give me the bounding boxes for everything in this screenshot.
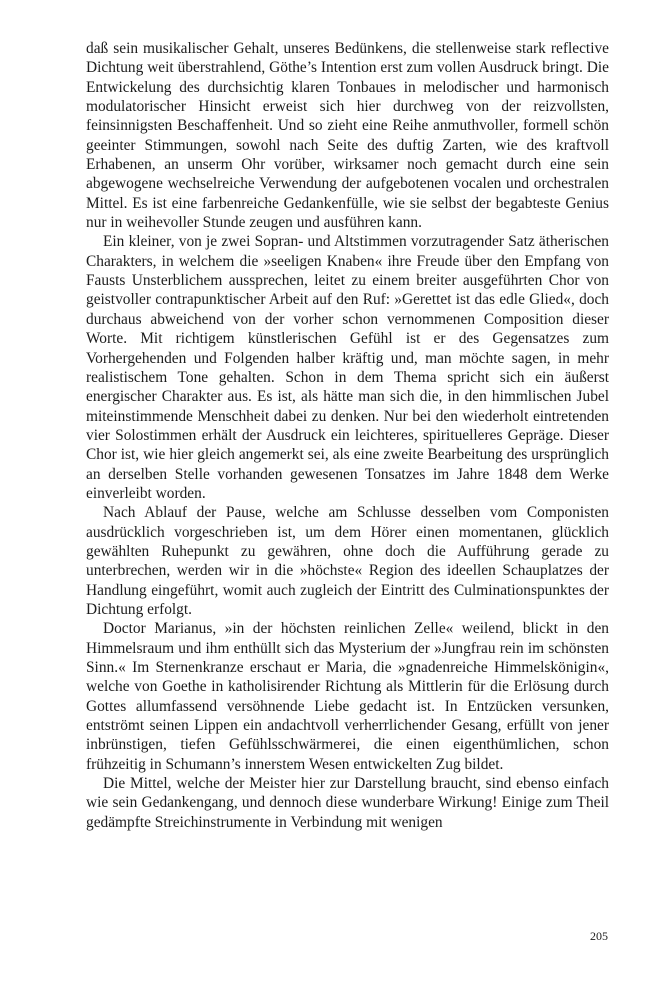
- paragraph-5: Die Mittel, welche der Meister hier zur Darstellung braucht, sind ebenso einfach wie sein Gedankengang, und dennoch diese wunderbare Wirkung! Einige zum Theil gedämpfte Streichinstrumente in Verbindung mit wenigen: [86, 775, 609, 831]
- paragraph-4: Doctor Marianus, »in der höchsten reinlichen Zelle« weilend, blickt in den Himmelsraum und ihm enthüllt sich das Mysterium der »Jungfrau rein im schönsten Sinn.« Im Sternenkranze erschaut er Maria, die »gnadenreiche Himmelskönigin«, welche von Goethe in katholisirender Richtung als Mittlerin für die Erlösung durch Gottes allumfassend versöhnende Liebe gedacht ist. In Entzücken versunken, entströmt seinen Lippen ein andachtvoll verherrlichender Gesang, erfüllt von jener inbrünstigen, tiefen Gefühlsschwärmerei, die einen eigenthümlichen, schon frühzeitig in Schumann’s innerstem Wesen entwickelten Zug bildet.: [86, 620, 609, 773]
- paragraph-1: daß sein musikalischer Gehalt, unseres Bedünkens, die stellenweise stark reflective Dichtung weit überstrahlend, Göthe’s Intention erst zum vollen Ausdruck bringt. Die Entwickelung des durchsichtig klaren Tonbaues in melodischer und harmonisch modulatorischer Hinsicht erweist sich hier durchweg von der reizvollsten, feinsinnigsten Beschaffenheit. Und so zieht eine Reihe anmuthvoller, formell schön geeinter Stimmungen, sowohl nach Seite des duftig Zarten, wie des kraftvoll Erhabenen, an unserm Ohr vorüber, wirksamer noch gemacht durch eine sein abgewogene wechselreiche Verwendung der aufgebotenen vocalen und orchestralen Mittel. Es ist eine farbenreiche Gedankenfülle, wie sie selbst der begabteste Genius nur in weihevoller Stunde zeugen und ausführen kann.: [86, 40, 609, 232]
- paragraph-2: Ein kleiner, von je zwei Sopran- und Altstimmen vorzutragender Satz ätherischen Charakters, in welchem die »seeligen Knaben« ihre Freude über den Empfang von Fausts Unsterblichem aussprechen, leitet zu einem breiter ausgeführten Chor von geistvoller contrapunktischer Arbeit auf den Ruf: »Gerettet ist das edle Glied«, doch durchaus abweichend von der vorher schon vernommenen Composition dieser Worte. Mit richtigem künstlerischen Gefühl ist er des Gegensatzes zum Vorhergehenden und Folgenden halber kräftig und, man möchte sagen, in mehr realistischem Tone gehalten. Schon in dem Thema spricht sich ein äußerst energischer Charakter aus. Es ist, als hätte man sich die, in den himmlischen Jubel miteinstimmende Menschheit dabei zu denken. Nur bei den wiederholt eintretenden vier Solostimmen erhält der Ausdruck ein leichteres, spirituelleres Gepräge. Dieser Chor ist, wie hier gleich angemerkt sei, als eine zweite Bearbeitung des ursprünglich an derselben Stelle vorhanden gewesenen Tonsatzes im Jahre 1848 dem Werke einverleibt worden.: [86, 233, 609, 502]
- book-page-text: [86, 39, 609, 832]
- page-number: 205: [590, 929, 608, 943]
- paragraph-3: Nach Ablauf der Pause, welche am Schlusse desselben vom Componisten ausdrücklich vorgeschrieben ist, um dem Hörer einen momentanen, glücklich gewählten Ruhepunkt zu gewähren, ohne doch die Aufführung gerade zu unterbrechen, werden wir in die »höchste« Region des ideellen Schauplatzes der Handlung eingeführt, womit auch zugleich der Eintritt des Culminationspunktes der Dichtung erfolgt.: [86, 504, 609, 618]
